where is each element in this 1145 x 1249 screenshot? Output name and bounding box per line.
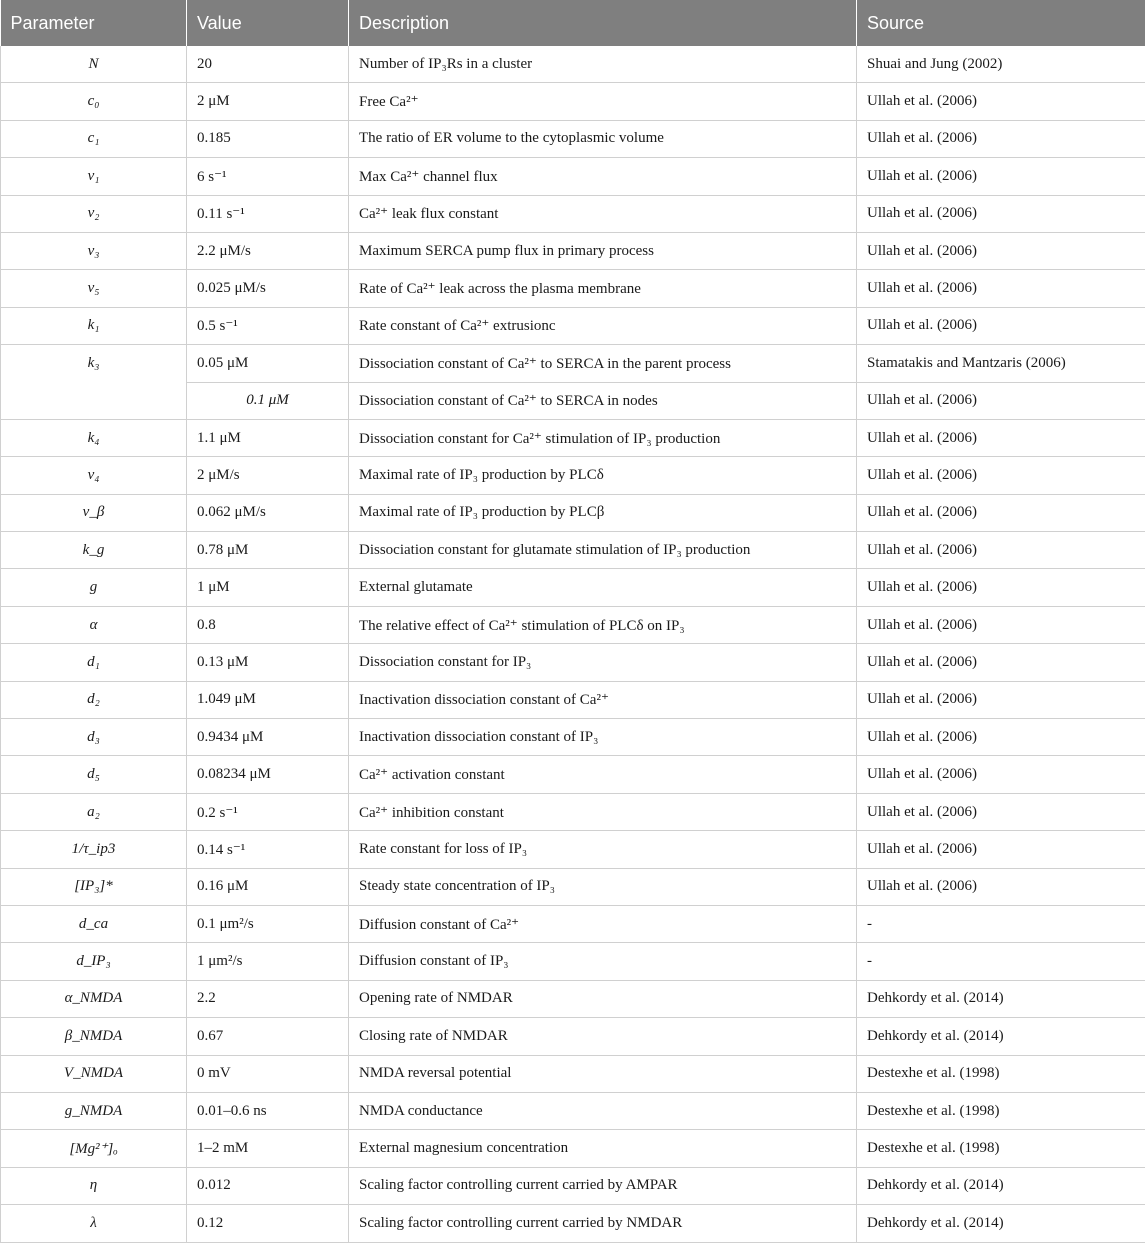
- source-cell: Ullah et al. (2006): [857, 606, 1145, 643]
- value-cell: 2.2 μM/s: [187, 232, 349, 269]
- param-cell: N: [1, 46, 187, 83]
- param-cell: [Mg²⁺]ₒ: [1, 1130, 187, 1167]
- param-cell: k₁: [1, 307, 187, 344]
- value-cell: 1.049 μM: [187, 681, 349, 718]
- param-cell: v₅: [1, 270, 187, 307]
- param-cell: c₁: [1, 120, 187, 157]
- param-cell: k₄: [1, 419, 187, 456]
- param-cell: v₃: [1, 232, 187, 269]
- param-cell: g_NMDA: [1, 1092, 187, 1129]
- table-row: [1, 1018, 1145, 1055]
- description-cell: Dissociation constant of Ca²⁺ to SERCA in the parent process: [349, 345, 857, 382]
- source-cell: Ullah et al. (2006): [857, 494, 1145, 531]
- description-cell: Scaling factor controlling current carried by AMPAR: [349, 1167, 857, 1204]
- table-row: [1, 905, 1145, 942]
- source-cell: Ullah et al. (2006): [857, 382, 1145, 419]
- header-source: Source: [857, 0, 1145, 46]
- source-cell: Ullah et al. (2006): [857, 868, 1145, 905]
- param-cell: d_ca: [1, 905, 187, 942]
- table-body: [1, 46, 1145, 1242]
- table-row: [1, 569, 1145, 606]
- description-cell: Dissociation constant for Ca²⁺ stimulation of IP₃ production: [349, 419, 857, 456]
- table-row: [1, 46, 1145, 83]
- description-cell: Number of IP₃Rs in a cluster: [349, 46, 857, 83]
- description-cell: Diffusion constant of Ca²⁺: [349, 905, 857, 942]
- table-row: [1, 793, 1145, 830]
- source-cell: Ullah et al. (2006): [857, 307, 1145, 344]
- table-row: [1, 457, 1145, 494]
- table-row: [1, 158, 1145, 195]
- param-cell: d₂: [1, 681, 187, 718]
- table-row: [1, 494, 1145, 531]
- description-cell: Max Ca²⁺ channel flux: [349, 158, 857, 195]
- source-cell: Ullah et al. (2006): [857, 719, 1145, 756]
- description-cell: Closing rate of NMDAR: [349, 1018, 857, 1055]
- value-cell: 0.14 s⁻¹: [187, 831, 349, 868]
- table-row: [1, 532, 1145, 569]
- value-cell: 0.16 μM: [187, 868, 349, 905]
- description-cell: The relative effect of Ca²⁺ stimulation of PLCδ on IP₃: [349, 606, 857, 643]
- description-cell: Diffusion constant of IP₃: [349, 943, 857, 980]
- table-header: [1, 0, 1145, 46]
- value-cell: 0.012: [187, 1167, 349, 1204]
- description-cell: Maximum SERCA pump flux in primary process: [349, 232, 857, 269]
- value-cell: 0.8: [187, 606, 349, 643]
- header-row: [1, 0, 1145, 46]
- source-cell: Ullah et al. (2006): [857, 158, 1145, 195]
- value-cell: 0.78 μM: [187, 532, 349, 569]
- table-row: [1, 1055, 1145, 1092]
- table-row: [1, 1205, 1145, 1242]
- table-row: [1, 1167, 1145, 1204]
- param-cell: [IP₃]*: [1, 868, 187, 905]
- param-cell: α_NMDA: [1, 980, 187, 1017]
- param-cell: β_NMDA: [1, 1018, 187, 1055]
- table-row: [1, 345, 1145, 382]
- param-cell: v_β: [1, 494, 187, 531]
- value-cell: 0.2 s⁻¹: [187, 793, 349, 830]
- value-cell: 0.5 s⁻¹: [187, 307, 349, 344]
- value-cell: 0.11 s⁻¹: [187, 195, 349, 232]
- source-cell: Ullah et al. (2006): [857, 532, 1145, 569]
- param-cell: a₂: [1, 793, 187, 830]
- table-row: [1, 307, 1145, 344]
- source-cell: Ullah et al. (2006): [857, 831, 1145, 868]
- description-cell: Dissociation constant for glutamate stimulation of IP₃ production: [349, 532, 857, 569]
- table-row: [1, 120, 1145, 157]
- source-cell: Dehkordy et al. (2014): [857, 1205, 1145, 1242]
- table-row: [1, 868, 1145, 905]
- value-cell: 2.2: [187, 980, 349, 1017]
- param-cell: c₀: [1, 83, 187, 120]
- table-row: [1, 644, 1145, 681]
- source-cell: Dehkordy et al. (2014): [857, 1167, 1145, 1204]
- value-cell: 0.185: [187, 120, 349, 157]
- source-cell: -: [857, 905, 1145, 942]
- param-cell: v₁: [1, 158, 187, 195]
- param-cell: d₃: [1, 719, 187, 756]
- param-cell: k_g: [1, 532, 187, 569]
- description-cell: Ca²⁺ activation constant: [349, 756, 857, 793]
- value-cell: 0.025 μM/s: [187, 270, 349, 307]
- value-cell: 1.1 μM: [187, 419, 349, 456]
- source-cell: -: [857, 943, 1145, 980]
- source-cell: Dehkordy et al. (2014): [857, 980, 1145, 1017]
- description-cell: Inactivation dissociation constant of IP₃: [349, 719, 857, 756]
- table-row: [1, 681, 1145, 718]
- source-cell: Shuai and Jung (2002): [857, 46, 1145, 83]
- value-cell: 20: [187, 46, 349, 83]
- param-cell: d_IP₃: [1, 943, 187, 980]
- value-cell: 2 μM/s: [187, 457, 349, 494]
- table-row: [1, 83, 1145, 120]
- table-row: [1, 195, 1145, 232]
- description-cell: Ca²⁺ inhibition constant: [349, 793, 857, 830]
- table-row: [1, 232, 1145, 269]
- source-cell: Ullah et al. (2006): [857, 83, 1145, 120]
- table-row: [1, 943, 1145, 980]
- description-cell: Dissociation constant of Ca²⁺ to SERCA in nodes: [349, 382, 857, 419]
- source-cell: Ullah et al. (2006): [857, 756, 1145, 793]
- param-cell: α: [1, 606, 187, 643]
- param-cell: v₄: [1, 457, 187, 494]
- param-cell: 1/τ_ip3: [1, 831, 187, 868]
- value-cell: 0.062 μM/s: [187, 494, 349, 531]
- param-cell: k₃: [1, 345, 187, 420]
- description-cell: Maximal rate of IP₃ production by PLCδ: [349, 457, 857, 494]
- param-cell: g: [1, 569, 187, 606]
- description-cell: External magnesium concentration: [349, 1130, 857, 1167]
- description-cell: The ratio of ER volume to the cytoplasmic volume: [349, 120, 857, 157]
- description-cell: Dissociation constant for IP₃: [349, 644, 857, 681]
- source-cell: Ullah et al. (2006): [857, 457, 1145, 494]
- table-row: [1, 419, 1145, 456]
- table-row: [1, 1130, 1145, 1167]
- value-cell: 0.08234 μM: [187, 756, 349, 793]
- param-cell: d₁: [1, 644, 187, 681]
- value-cell: 2 μM: [187, 83, 349, 120]
- description-cell: External glutamate: [349, 569, 857, 606]
- source-cell: Ullah et al. (2006): [857, 681, 1145, 718]
- param-cell: η: [1, 1167, 187, 1204]
- source-cell: Ullah et al. (2006): [857, 270, 1145, 307]
- source-cell: Dehkordy et al. (2014): [857, 1018, 1145, 1055]
- value-cell: 1–2 mM: [187, 1130, 349, 1167]
- value-cell: 6 s⁻¹: [187, 158, 349, 195]
- value-cell: 0.13 μM: [187, 644, 349, 681]
- param-cell: d₅: [1, 756, 187, 793]
- table-row: [1, 606, 1145, 643]
- table-row: [1, 756, 1145, 793]
- value-cell: 0.1 μm²/s: [187, 905, 349, 942]
- header-description: Description: [349, 0, 857, 46]
- source-cell: Ullah et al. (2006): [857, 569, 1145, 606]
- source-cell: Destexhe et al. (1998): [857, 1092, 1145, 1129]
- description-cell: Opening rate of NMDAR: [349, 980, 857, 1017]
- description-cell: Rate of Ca²⁺ leak across the plasma membrane: [349, 270, 857, 307]
- source-cell: Destexhe et al. (1998): [857, 1055, 1145, 1092]
- source-cell: Stamatakis and Mantzaris (2006): [857, 345, 1145, 382]
- table-row: [1, 1092, 1145, 1129]
- description-cell: Maximal rate of IP₃ production by PLCβ: [349, 494, 857, 531]
- param-cell: V_NMDA: [1, 1055, 187, 1092]
- description-cell: Rate constant of Ca²⁺ extrusionc: [349, 307, 857, 344]
- description-cell: Scaling factor controlling current carried by NMDAR: [349, 1205, 857, 1242]
- value-cell: 0.67: [187, 1018, 349, 1055]
- description-cell: Rate constant for loss of IP₃: [349, 831, 857, 868]
- description-cell: NMDA reversal potential: [349, 1055, 857, 1092]
- value-cell: 0.9434 μM: [187, 719, 349, 756]
- value-cell: 0.12: [187, 1205, 349, 1242]
- source-cell: Ullah et al. (2006): [857, 195, 1145, 232]
- value-cell: 0 mV: [187, 1055, 349, 1092]
- value-cell: 0.05 μM: [187, 345, 349, 382]
- value-cell: 1 μm²/s: [187, 943, 349, 980]
- source-cell: Ullah et al. (2006): [857, 232, 1145, 269]
- header-parameter: Parameter: [1, 0, 187, 46]
- source-cell: Destexhe et al. (1998): [857, 1130, 1145, 1167]
- source-cell: Ullah et al. (2006): [857, 644, 1145, 681]
- table-row: [1, 980, 1145, 1017]
- source-cell: Ullah et al. (2006): [857, 120, 1145, 157]
- value-cell: 0.1 μM: [187, 382, 349, 419]
- value-cell: 1 μM: [187, 569, 349, 606]
- param-cell: λ: [1, 1205, 187, 1242]
- description-cell: Steady state concentration of IP₃: [349, 868, 857, 905]
- description-cell: Inactivation dissociation constant of Ca²⁺: [349, 681, 857, 718]
- description-cell: NMDA conductance: [349, 1092, 857, 1129]
- value-cell: 0.01–0.6 ns: [187, 1092, 349, 1129]
- param-cell: v₂: [1, 195, 187, 232]
- header-value: Value: [187, 0, 349, 46]
- table-row: [1, 719, 1145, 756]
- description-cell: Free Ca²⁺: [349, 83, 857, 120]
- table-row: [1, 831, 1145, 868]
- source-cell: Ullah et al. (2006): [857, 793, 1145, 830]
- source-cell: Ullah et al. (2006): [857, 419, 1145, 456]
- description-cell: Ca²⁺ leak flux constant: [349, 195, 857, 232]
- table-row: [1, 270, 1145, 307]
